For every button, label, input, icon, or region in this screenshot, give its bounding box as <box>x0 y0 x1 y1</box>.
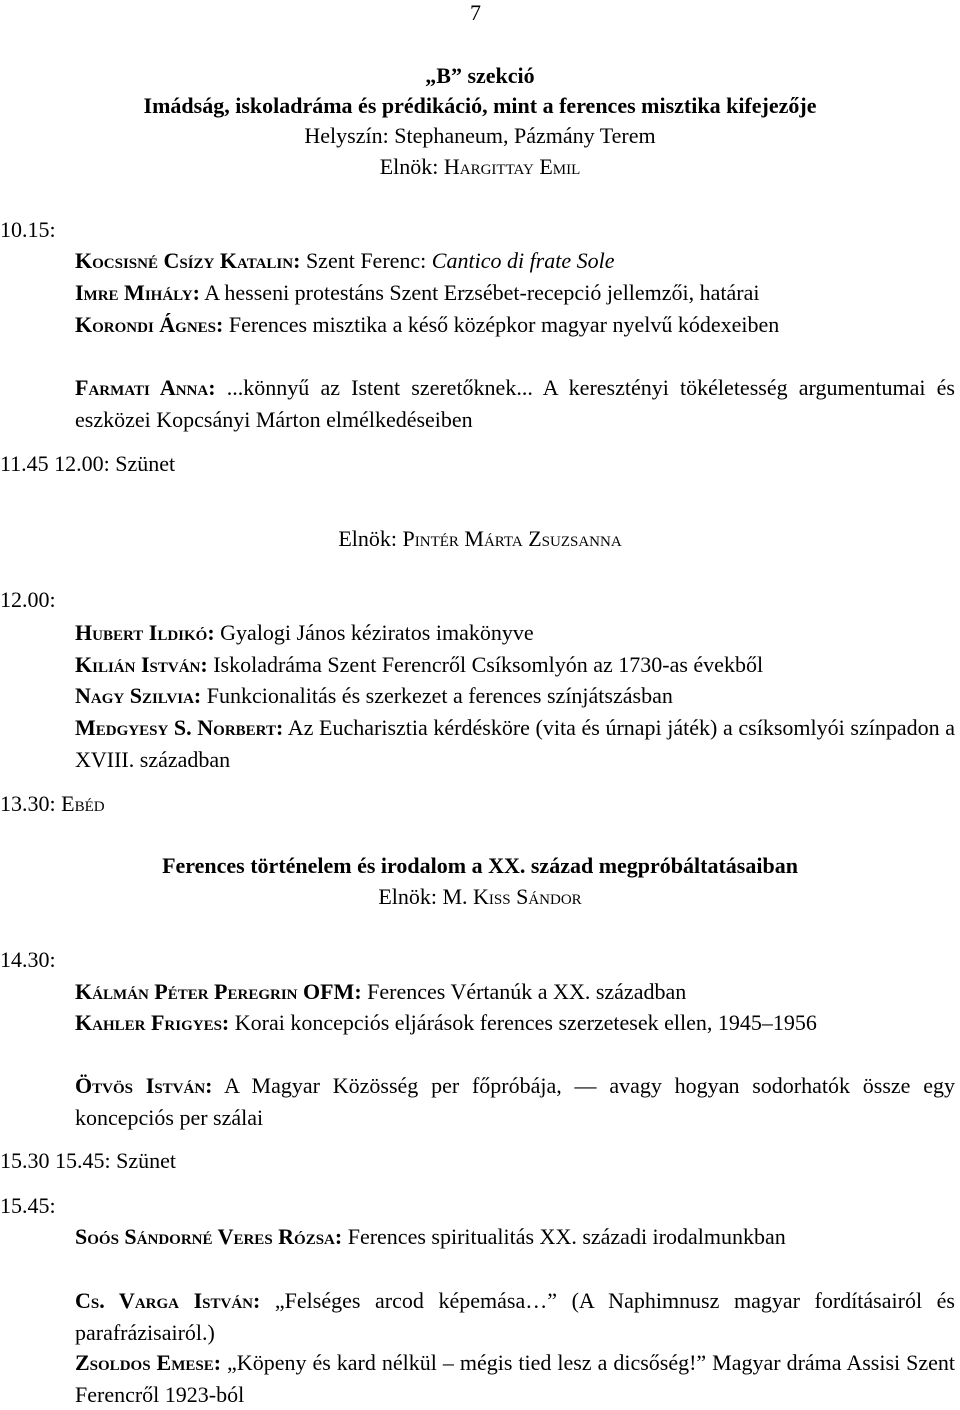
session2-time: 12.00: <box>0 587 56 612</box>
session1-time: 10.15: <box>0 217 56 242</box>
session1-item-2: Imre Mihály: A hesseni protestáns Szent Erzsébet-recepció jellemzői, határai <box>75 280 760 305</box>
session2-item-3: Nagy Szilvia: Funkcionalitás és szerkezet a ferences színjátszásban <box>75 683 673 708</box>
session3-break: 15.30 15.45: Szünet <box>0 1148 176 1173</box>
speaker-name: Soós Sándorné Veres Rózsa: <box>75 1224 343 1249</box>
session4-time: 15.45: <box>0 1193 56 1218</box>
section-location: Helyszín: Stephaneum, Pázmány Terem <box>304 123 656 148</box>
session4-item-1: Soós Sándorné Veres Rózsa: Ferences spiritualitás XX. századi irodalmunkban <box>75 1224 786 1249</box>
session2-item-4: Medgyesy S. Norbert: Az Eucharisztia kérdésköre (vita és úrnapi játék) a csíksomlyói színpadon a XVIII. században <box>75 715 955 772</box>
session2-item-1: Hubert Ildikó: Gyalogi János kéziratos imakönyve <box>75 620 534 645</box>
session1-item-4: Farmati Anna: ...könnyű az Istent szeretőknek... A keresztényi tökéletesség argumentumai és eszközei Kopcsányi Márton elmélkedéseiben <box>75 375 955 432</box>
session1-item-3: Korondi Ágnes: Ferences misztika a késő középkor magyar nyelvű kódexeiben <box>75 312 780 337</box>
session4-item-3: Zsoldos Emese: „Köpeny és kard nélkül – mégis tied lesz a dicsőség!” Magyar dráma Assisi Szent Ferencről 1923-ból <box>75 1350 956 1407</box>
speaker-name: Imre Mihály: <box>75 280 200 305</box>
speaker-name: Zsoldos Emese: <box>75 1350 222 1375</box>
session3-chair <box>0 881 960 912</box>
session2-lunch: 13.30: Ebéd <box>0 791 105 816</box>
speaker-name: Kilián István: <box>75 652 208 677</box>
chair-label: Elnök: <box>338 526 398 551</box>
chair-name: Pintér Márta Zsuzsanna <box>402 526 622 551</box>
section-chair <box>0 151 960 182</box>
session3-item-3: Ötvös István: A Magyar Közösség per főpróbája, — avagy hogyan sodorhatók össze egy koncepciós per szálai <box>75 1073 955 1130</box>
chair-name: Hargittay Emil <box>443 154 581 179</box>
session1-break: 11.45 12.00: Szünet <box>0 451 176 476</box>
speaker-name: Farmati Anna: <box>75 375 216 400</box>
session3-title: Ferences történelem és irodalom a XX. század megpróbáltatásaiban <box>162 853 798 878</box>
talk-title-italic: Cantico di frate Sole <box>431 248 615 273</box>
speaker-name: Korondi Ágnes: <box>75 312 224 337</box>
section-subtitle: Imádság, iskoladráma és prédikáció, mint a ferences misztika kifejezője <box>143 93 817 118</box>
session1-item-1: Kocsisné Csízy Katalin: Szent Ferenc: Cantico di frate Sole <box>75 248 615 273</box>
speaker-name: Hubert Ildikó: <box>75 620 215 645</box>
speaker-name: Kocsisné Csízy Katalin: <box>75 248 301 273</box>
session3-time: 14.30: <box>0 947 56 972</box>
session3-item-2: Kahler Frigyes: Korai koncepciós eljárások ferences szerzetesek ellen, 1945–1956 <box>75 1010 817 1035</box>
chair-name: M. Kiss Sándor <box>442 884 582 909</box>
speaker-name: Kálmán Péter Peregrin OFM: <box>75 979 362 1004</box>
speaker-name: Ötvös István: <box>75 1073 213 1098</box>
session3-item-1: Kálmán Péter Peregrin OFM: Ferences Vértanúk a XX. században <box>75 979 687 1004</box>
speaker-name: Medgyesy S. Norbert: <box>75 715 284 740</box>
session2-item-2: Kilián István: Iskoladráma Szent Ferencről Csíksomlyón az 1730-as évekből <box>75 652 764 677</box>
session4-item-2: Cs. Varga István: „Felséges arcod képemása…” (A Naphimnusz magyar fordításairól és parafrázisairól.) <box>75 1288 955 1345</box>
page-number: 7 <box>470 0 481 25</box>
speaker-name: Kahler Frigyes: <box>75 1010 230 1035</box>
section-title: „B” szekció <box>425 63 535 88</box>
speaker-name: Nagy Szilvia: <box>75 683 202 708</box>
speaker-name: Cs. Varga István: <box>75 1288 261 1313</box>
chair-label: Elnök: <box>378 884 437 909</box>
chair-label: Elnök: <box>379 154 439 179</box>
session2-chair <box>0 523 960 554</box>
